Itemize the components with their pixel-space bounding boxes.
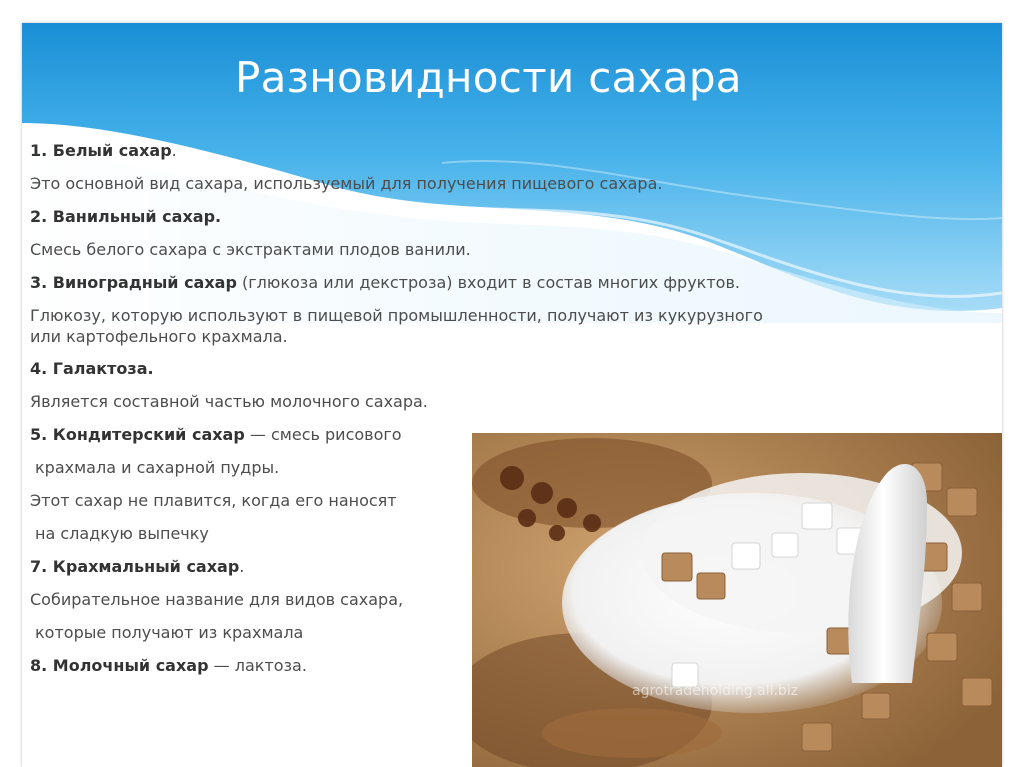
- item-text: на сладкую выпечку: [35, 524, 209, 543]
- list-item: [30, 173, 990, 195]
- item-text: крахмала и сахарной пудры.: [35, 458, 280, 477]
- item-text: которые получают из крахмала: [35, 623, 304, 642]
- list-item: [30, 589, 990, 611]
- slide: [22, 23, 1002, 767]
- item-text: .: [239, 557, 245, 576]
- item-text: Является составной частью молочного сахара.: [30, 392, 428, 411]
- item-heading: 3. Виноградный сахар: [30, 273, 237, 292]
- item-text: — лактоза.: [208, 656, 307, 675]
- item-text: Собирательное название для видов сахара,: [30, 590, 404, 609]
- list-item: [30, 457, 990, 479]
- item-heading: 4. Галактоза.: [30, 359, 154, 378]
- list-item: [30, 655, 990, 677]
- item-text: Смесь белого сахара с экстрактами плодов ванили.: [30, 240, 471, 259]
- list-item: [30, 490, 990, 512]
- item-heading: 7. Крахмальный сахар: [30, 557, 240, 576]
- item-heading: 2. Ванильный сахар.: [30, 207, 222, 226]
- item-text: Это основной вид сахара, используемый для получения пищевого сахара.: [30, 174, 663, 193]
- list-item: [30, 239, 990, 261]
- list-item: [30, 140, 990, 162]
- item-text: (глюкоза или декстроза) входит в состав многих фруктов.: [236, 273, 740, 292]
- list-item: [30, 556, 990, 578]
- item-text: — смесь рисового: [244, 425, 402, 444]
- item-heading: 5. Кондитерский сахар: [30, 425, 245, 444]
- sugar-types-list: [30, 140, 990, 688]
- list-item: [30, 305, 790, 347]
- item-text: Этот сахар не плавится, когда его наносят: [30, 491, 397, 510]
- slide-title: Разновидности сахара: [235, 53, 742, 102]
- list-item: [30, 391, 990, 413]
- item-heading: 8. Молочный сахар: [30, 656, 209, 675]
- photo-watermark: agrotradeholding.all.biz: [632, 683, 799, 699]
- list-item: [30, 272, 990, 294]
- list-item: [30, 523, 990, 545]
- list-item: [30, 622, 990, 644]
- list-item: [30, 358, 990, 380]
- list-item: [30, 424, 990, 446]
- item-heading: 1. Белый сахар: [30, 141, 172, 160]
- item-text: .: [171, 141, 177, 160]
- list-item: [30, 206, 990, 228]
- item-text: Глюкозу, которую используют в пищевой промышленности, получают из кукурузного или картофельного крахмала.: [30, 306, 763, 346]
